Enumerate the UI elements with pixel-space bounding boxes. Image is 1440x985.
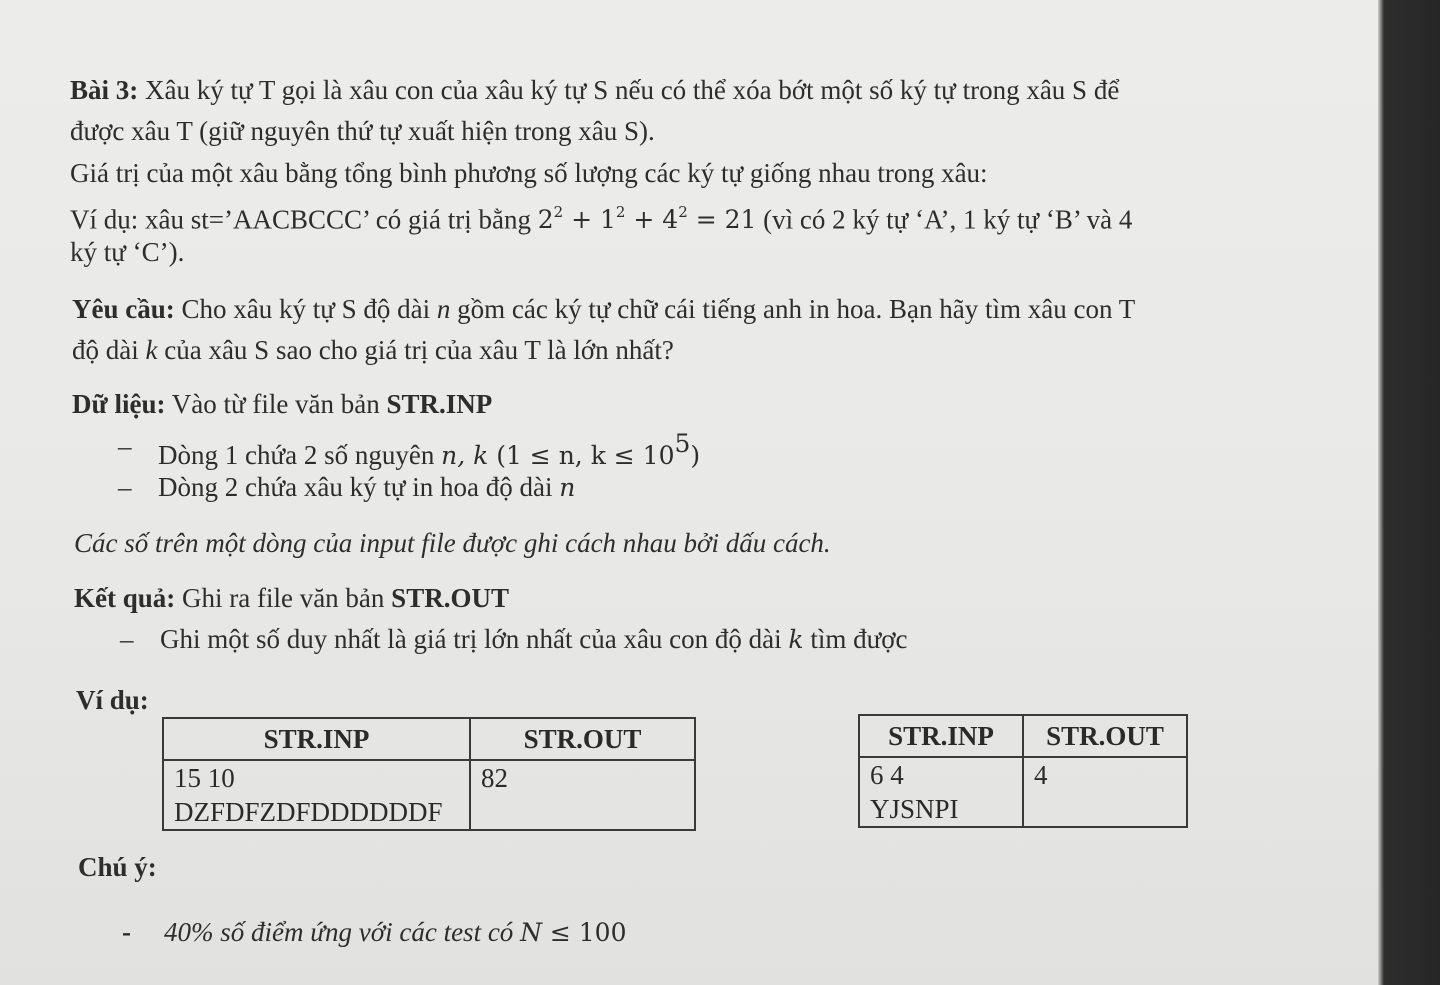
monitor-bezel: [1378, 0, 1440, 985]
example-suffix: (vì có 2 ký tự ‘A’, 1 ký tự ‘B’ và 4: [756, 204, 1133, 235]
note-item-text: 40% số điểm ứng với các test có: [164, 917, 521, 947]
input-filename: STR.INP: [386, 389, 493, 419]
output-item-text: tìm được: [803, 624, 908, 654]
input-vars: n, k: [441, 441, 489, 470]
requirement-text: độ dài: [72, 335, 146, 365]
inp-line-2: YJSNPI: [870, 794, 959, 824]
var-n: n: [436, 294, 451, 324]
output-item-dash: –: [120, 624, 134, 654]
var-N: N: [520, 918, 542, 947]
note-item-condition: ≤ 100: [541, 918, 627, 947]
table-cell-inp: [859, 757, 1023, 827]
example-prefix: Ví dụ: xâu st=’AACBCCC’ có giá trị bằng: [70, 204, 538, 235]
output-item-text: Ghi một số duy nhất là giá trị lớn nhất của xâu con độ dài: [160, 624, 789, 654]
example-table-2: [858, 714, 1188, 828]
requirement-text: gồm các ký tự chữ cái tiếng anh in hoa. Bạn hãy tìm xâu con T: [450, 294, 1136, 324]
formula-part: + 4: [625, 205, 679, 235]
example-line-2: ký tự ‘C’).: [70, 237, 185, 267]
inp-line-1: 15 10: [174, 763, 235, 793]
input-item-1: [158, 430, 700, 472]
table-cell-inp: [163, 760, 470, 830]
output-item-1: [160, 623, 907, 656]
inp-line-1: 6 4: [870, 760, 904, 790]
input-item-1-dash: –: [118, 431, 132, 461]
problem-title: Bài 3:: [70, 75, 139, 105]
input-condition: ): [690, 441, 701, 470]
table-cell-out: 4: [1023, 757, 1187, 827]
examples-label: Ví dụ:: [76, 685, 149, 715]
output-heading: [74, 582, 509, 614]
input-condition: (1 ≤ n, k ≤ 10: [488, 441, 675, 470]
value-definition-line: Giá trị của một xâu bằng tổng bình phương số lượng các ký tự giống nhau trong xâu:: [70, 158, 988, 188]
example-line-1: [70, 198, 1132, 236]
table-row: [163, 760, 695, 830]
example-table-1: [162, 717, 696, 831]
input-condition-exp: 5: [674, 429, 691, 458]
table-header-inp: STR.INP: [163, 718, 470, 760]
example-formula: [538, 205, 757, 234]
inp-line-2: DZFDFZDFDDDDDDF: [174, 797, 443, 827]
var-n: n: [559, 473, 576, 502]
table-header-out: STR.OUT: [1023, 715, 1187, 757]
note-label: Chú ý:: [78, 852, 157, 882]
table-cell-out: 82: [470, 760, 695, 830]
input-item-text: Dòng 1 chứa 2 số nguyên: [158, 440, 442, 470]
input-item-text: Dòng 2 chứa xâu ký tự in hoa độ dài: [158, 472, 560, 502]
problem-definition-line-2: được xâu T (giữ nguyên thứ tự xuất hiện trong xâu S).: [70, 116, 655, 146]
table-header-row: [859, 715, 1187, 757]
input-note: Các số trên một dòng của input file được ghi cách nhau bởi dấu cách.: [74, 528, 831, 558]
problem-definition-line-1: [70, 74, 1119, 106]
input-label: Dữ liệu:: [72, 389, 166, 419]
var-k: k: [788, 625, 804, 654]
output-filename: STR.OUT: [391, 583, 509, 613]
input-text: Vào từ file văn bản: [165, 389, 387, 419]
output-text: Ghi ra file văn bản: [175, 583, 392, 613]
formula-exp: 2: [615, 203, 626, 221]
requirement-label: Yêu cầu:: [72, 294, 175, 324]
input-item-2: [158, 471, 575, 504]
requirement-text: của xâu S sao cho giá trị của xâu T là lớn nhất?: [157, 335, 674, 365]
formula-part: + 1: [563, 205, 616, 235]
formula-part: 2: [537, 205, 554, 235]
input-heading: [72, 388, 492, 420]
requirement-text: Cho xâu ký tự S độ dài: [174, 294, 437, 324]
table-header-inp: STR.INP: [859, 715, 1023, 757]
formula-exp: 2: [678, 203, 688, 221]
definition-text: Xâu ký tự T gọi là xâu con của xâu ký tự S nếu có thể xóa bớt một số ký tự trong xâu S để: [138, 75, 1120, 105]
note-item: [164, 916, 627, 949]
requirement-line-1: [72, 293, 1135, 325]
output-label: Kết quả:: [74, 583, 176, 613]
input-item-2-dash: –: [118, 472, 132, 502]
requirement-line-2: [72, 334, 674, 366]
table-row: [859, 757, 1187, 827]
formula-part: = 21: [687, 205, 757, 235]
note-bullet: -: [122, 917, 131, 947]
formula-exp: 2: [553, 203, 564, 221]
var-k: k: [145, 335, 158, 365]
table-header-row: [163, 718, 695, 760]
table-header-out: STR.OUT: [470, 718, 695, 760]
